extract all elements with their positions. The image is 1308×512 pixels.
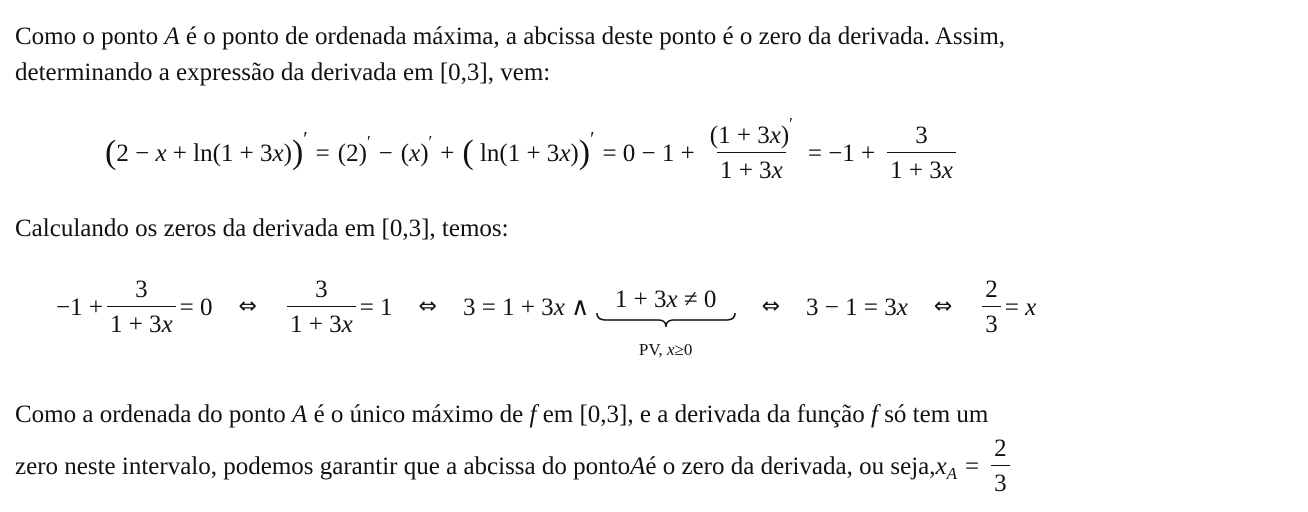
condition: 1 + 3x ≠ 0 — [614, 285, 717, 313]
underbrace — [596, 312, 736, 328]
brace-label: PV, x≥0 — [638, 339, 693, 359]
denominator: 3 — [991, 465, 1010, 496]
text: Como o ponto — [15, 23, 165, 50]
text: Calculando os zeros da derivada em [0,3], temos: — [15, 215, 509, 242]
denominator: 1 + 3x — [107, 306, 176, 337]
fraction — [107, 277, 176, 337]
paragraph-2 — [15, 216, 509, 241]
math-variable: f — [871, 401, 878, 428]
underbrace-group — [596, 285, 736, 359]
numerator: 2 — [994, 435, 1007, 462]
math-variable: A — [292, 401, 308, 428]
denominator: 1 + 3x — [717, 152, 786, 183]
fraction — [991, 436, 1010, 496]
text: 3 − 1 = 3x — [806, 293, 908, 321]
text: é o ponto de ordenada máxima, a abcissa deste ponto é o zero da derivada. Assim, — [179, 23, 1006, 50]
text: −1 + — [56, 293, 103, 321]
fraction-1 — [707, 114, 796, 184]
numerator: (1 + 3x)′ — [709, 114, 793, 149]
text: é o único máximo de — [307, 401, 530, 428]
plus: + — [440, 139, 455, 167]
iff-symbol: ⇔ — [761, 294, 781, 319]
text: só tem um — [877, 401, 989, 428]
equals: = — [315, 139, 330, 167]
term-2: (2)′ — [337, 131, 371, 167]
term-x: (x)′ — [400, 131, 433, 167]
equals-text: = 0 − 1 + — [602, 139, 695, 167]
lhs-expression: 2 − x + ln(1 + 3x) — [116, 139, 292, 167]
math-variable: A — [630, 452, 646, 480]
numerator: 3 — [315, 276, 328, 303]
text: 3 = 1 + 3x ∧ — [462, 293, 596, 321]
iff-symbol: ⇔ — [238, 294, 257, 319]
text: = x — [1004, 293, 1037, 321]
text: é o zero da derivada, ou seja, — [645, 452, 936, 480]
paragraph-1-line-1 — [15, 24, 1005, 49]
paren: ( — [105, 134, 117, 171]
denominator: 1 + 3x — [287, 306, 356, 337]
paren: ) — [578, 134, 591, 171]
prime: ′ — [590, 128, 595, 150]
math-variable: x — [935, 452, 947, 480]
math-variable: A — [164, 23, 180, 50]
iff-symbol: ⇔ — [418, 294, 437, 319]
zeros-equation — [56, 272, 1037, 359]
paragraph-1-line-2 — [15, 60, 550, 85]
math-variable: f — [529, 401, 537, 428]
paren: ) — [291, 134, 304, 171]
prime: ′ — [303, 128, 308, 150]
numerator: 2 — [985, 276, 998, 303]
fraction-2 — [887, 123, 956, 183]
text: = 1 — [359, 293, 393, 321]
denominator: 1 + 3x — [887, 152, 956, 183]
iff-symbol: ⇔ — [933, 294, 953, 319]
paragraph-3-line-1 — [15, 402, 988, 427]
numerator: 3 — [915, 122, 928, 149]
equals-text: = −1 + — [807, 139, 876, 167]
text: determinando a expressão da derivada em [0,3], vem: — [15, 59, 551, 86]
equals: = — [965, 452, 980, 480]
subscript: A — [946, 463, 957, 483]
ln-term: ln(1 + 3x) — [473, 139, 579, 167]
paren: ( — [462, 134, 474, 171]
paragraph-3-line-2 — [15, 436, 1014, 496]
fraction — [982, 277, 1001, 337]
text: zero neste intervalo, podemos garantir que a abcissa do ponto — [15, 452, 631, 480]
denominator: 3 — [982, 306, 1001, 337]
minus: − — [378, 139, 393, 167]
derivative-equation — [105, 116, 960, 190]
fraction — [287, 277, 356, 337]
text: em [0,3], e a derivada da função — [536, 401, 871, 428]
numerator: 3 — [135, 276, 148, 303]
text: = 0 — [179, 293, 213, 321]
text: Como a ordenada do ponto — [15, 401, 293, 428]
